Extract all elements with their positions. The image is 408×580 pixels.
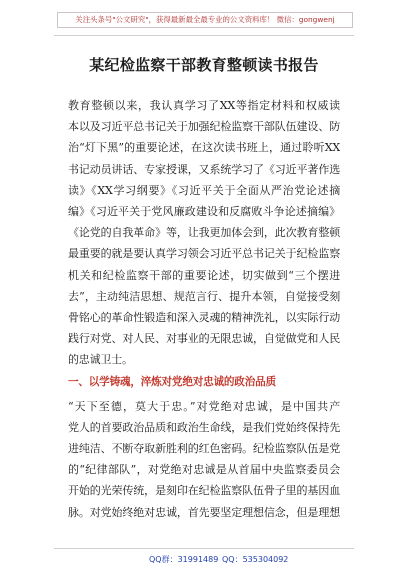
text-line: 本以及习近平总书记关于加强纪检监察干部队伍建设、防 bbox=[68, 120, 340, 134]
text-line: 教育整顿以来，我认真学习了XX等指定材料和权威读 bbox=[68, 99, 340, 112]
text-line: 机关和纪检监察干部的重要论述，切实做到“三个摆进 bbox=[68, 268, 340, 282]
qq-number-text: QQ：535304092 bbox=[222, 555, 289, 564]
page-title: 某纪检监察干部教育整顿读书报告 bbox=[89, 56, 319, 74]
text-line: 骨铭心的革命性锻造和深入灵魂的精神洗礼，以实际行动 bbox=[68, 310, 340, 324]
text-line: 进纯洁、不断夺取新胜利的红色密码。纪检监察队伍是党 bbox=[68, 442, 340, 455]
text-line: 书记动员讲话、专家授课，又系统学习了《习近平著作选 bbox=[68, 162, 340, 176]
text-line: 编》《习近平关于党风廉政建设和反腐败斗争论述摘编》 bbox=[68, 204, 340, 218]
text-line: 治“灯下黑”的重要论述，在这次读书班上，通过聆听XX bbox=[68, 141, 340, 155]
text-line: 党人的首要政治品质和政治生命线，是我们党始终保持先 bbox=[68, 420, 340, 434]
text-line: “天下至德，莫大于忠。”对党绝对忠诚，是中国共产 bbox=[68, 399, 340, 413]
text-line: 读》《XX学习纲要》《习近平关于全面从严治党论述摘 bbox=[68, 183, 340, 197]
promo-banner: 关注头条号"公文研究"，获得最新最全最专业的公文资料库！ 微信：gongwenj bbox=[57, 12, 353, 28]
text-line: 《论党的自我革命》等，让我更加体会到，此次教育整顿 bbox=[68, 226, 340, 240]
text-line: 践行对党、对人民、对事业的无限忠诚，自觉做党和人民 bbox=[68, 332, 340, 346]
qq-group-text: QQ群：31991489 bbox=[149, 555, 219, 564]
text-line: 的“纪律部队”，对党绝对忠诚是从首届中央监察委员会 bbox=[68, 463, 340, 477]
text-line: 开始的光荣传统，是刻印在纪检监察队伍骨子里的基因血 bbox=[68, 484, 340, 498]
text-line: 的忠诚卫士。 bbox=[68, 353, 133, 367]
footer bbox=[0, 553, 408, 567]
document-body bbox=[68, 95, 340, 523]
text-line: 脉。对党始终绝对忠诚，首先要坚定理想信念，但是理想 bbox=[68, 505, 340, 519]
text-line: 去”，主动纯洁思想、规范言行、提升本领，自觉接受刻 bbox=[68, 289, 340, 303]
header-divider bbox=[54, 35, 354, 36]
section-heading: 一、以学铸魂，淬炼对党绝对忠诚的政治品质 bbox=[68, 376, 276, 389]
footer-divider bbox=[54, 548, 354, 549]
text-line: 最重要的就是要认真学习领会习近平总书记关于纪检监察 bbox=[68, 247, 340, 261]
